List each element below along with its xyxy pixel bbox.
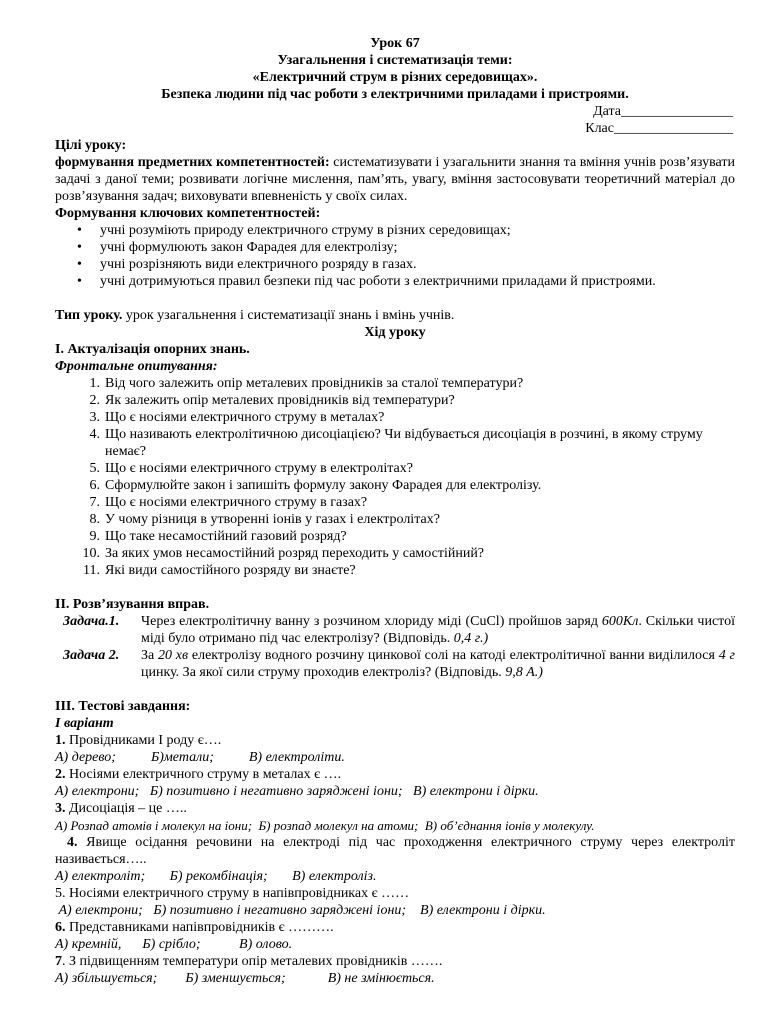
question-text: Як залежить опір металевих провідників від температури?	[105, 393, 455, 408]
question-item	[55, 477, 735, 494]
questions-list	[55, 375, 735, 579]
section-2-heading: II. Розв’язування вправ.	[55, 597, 210, 612]
question-number: 3.	[89, 410, 100, 425]
goal-item: • учні розрізняють види електричного розряду в газах.	[100, 256, 735, 273]
question-number: 5.	[89, 461, 100, 476]
question-item	[55, 545, 735, 562]
test-question: Провідниками I роду є….	[65, 733, 222, 748]
test-question: Дисоціація – це …..	[65, 801, 187, 816]
task-2-body	[141, 647, 735, 681]
test-question: Представниками напівпровідників є ……….	[65, 920, 334, 935]
question-number: 2.	[89, 393, 100, 408]
question-text: За яких умов несамостійний розряд переходить у самостійний?	[105, 546, 485, 561]
lesson-number: Урок 67	[370, 36, 420, 51]
question-number: 9.	[89, 529, 100, 544]
test-item	[55, 953, 735, 970]
course-title: Хід уроку	[364, 325, 426, 340]
test-number: 4.	[67, 835, 78, 850]
question-number: 4.	[89, 427, 100, 442]
task-1-text-a: Через електролітичну ванну з розчином хлориду міді (CuCl) пройшов заряд	[141, 614, 602, 629]
question-item	[55, 528, 735, 545]
question-text: У чому різниця в утворенні іонів у газах і електролітах?	[105, 512, 440, 527]
test-options: А) дерево; Б)метали; В) електроліти.	[55, 750, 345, 765]
test-item	[55, 919, 735, 936]
goals-subject-label: формування предметних компетентностей:	[55, 155, 330, 170]
test-number: 5	[55, 886, 62, 901]
lesson-title-line-1: Узагальнення і систематизація теми:	[277, 53, 513, 68]
goal-item: • учні формулюють закон Фарадея для електролізу;	[100, 239, 735, 256]
lesson-title-line-3: Безпека людини під час роботи з електричними приладами і пристроями.	[161, 87, 629, 102]
question-item	[55, 409, 735, 426]
question-number: 10.	[82, 546, 100, 561]
task-2-time: 20 хв	[158, 648, 189, 663]
test-options: А) збільшується; Б) зменшується; В) не змінюється.	[55, 971, 435, 986]
test-number: 7	[55, 954, 62, 969]
question-number: 8.	[89, 512, 100, 527]
test-options: А) Розпад атомів і молекул на іони; Б) розпад молекул на атоми; В) об’єднання іонів у молекулу.	[55, 818, 595, 833]
class-field: Клас_________________	[585, 121, 733, 136]
test-item	[55, 885, 735, 902]
test-number: 3.	[55, 801, 66, 816]
question-text: Що є носіями електричного струму в електролітах?	[105, 461, 413, 476]
task-1-text-b: . Скільки чистої міді було отримано під час електролізу? (Відповідь.	[141, 614, 736, 646]
question-text: Що називають електролітичною дисоціацією? Чи відбувається дисоціація в розчині, в якому струму немає?	[105, 427, 703, 459]
question-item	[55, 375, 735, 392]
section-3-heading: III. Тестові завдання:	[55, 699, 191, 714]
test-question: Носіями електричного струму в металах є ….	[65, 767, 342, 782]
question-text: Що є носіями електричного струму в газах?	[105, 495, 368, 510]
document-page	[55, 35, 735, 987]
test-item	[55, 834, 735, 868]
task-2-text-c: цинку. За якої сили струму проходив електроліз? (Відповідь.	[141, 665, 506, 680]
task-1-label: Задача.1.	[63, 614, 120, 629]
lesson-type	[55, 307, 735, 324]
goals-subject-paragraph	[55, 154, 735, 205]
task-2-text-a: За	[141, 648, 159, 663]
question-item	[55, 494, 735, 511]
test-number: 1.	[55, 733, 66, 748]
task-2	[55, 647, 735, 681]
variant-heading: I варіант	[55, 716, 114, 731]
question-number: 7.	[89, 495, 100, 510]
survey-heading: Фронтальне опитування:	[55, 359, 218, 374]
question-text: Від чого залежить опір металевих провідників за сталої температури?	[105, 376, 524, 391]
lesson-title-line-2: «Електричний струм в різних середовищах».	[252, 70, 538, 85]
question-item	[55, 511, 735, 528]
task-2-text-b: електролізу водного розчину цинкової солі на катоді електролітичної ванни виділилося	[188, 648, 719, 663]
question-number: 6.	[89, 478, 100, 493]
question-item	[55, 460, 735, 477]
goal-item: • учні розуміють природу електричного струму в різних середовищах;	[100, 222, 735, 239]
goals-key-label: Формування ключових компетентностей:	[55, 206, 321, 221]
task-1-charge: 600Кл	[601, 614, 639, 629]
test-question: . З підвищенням температури опір металевих провідників …….	[62, 954, 443, 969]
task-2-answer: 9,8 А.)	[505, 665, 543, 680]
test-options: А) електроліт; Б) рекомбінація; В) електроліз.	[55, 869, 377, 884]
test-question: Явище осідання речовини на електроді під час проходження електричного струму через електроліт називається…..	[55, 835, 735, 867]
question-number: 11.	[83, 563, 100, 578]
question-text: Сформулюйте закон і запишіть формулу закону Фарадея для електролізу.	[105, 478, 542, 493]
question-text: Які види самостійного розряду ви знаєте?	[105, 563, 356, 578]
question-item	[55, 562, 735, 579]
test-number: 2.	[55, 767, 66, 782]
task-1	[55, 613, 735, 647]
goals-list	[55, 222, 735, 290]
test-item	[55, 800, 735, 817]
date-field: Дата________________	[593, 104, 733, 119]
question-item	[55, 392, 735, 409]
test-number: 6.	[55, 920, 66, 935]
test-options: А) електрони; Б) позитивно і негативно заряджені іони; В) електрони і дірки.	[55, 784, 539, 799]
task-2-label: Задача 2.	[63, 648, 120, 663]
test-options: А) кремній, Б) срібло; В) олово.	[55, 937, 293, 952]
goal-item: • учні дотримуються правил безпеки під час роботи з електричними приладами й пристроями.	[100, 273, 735, 290]
question-item	[55, 426, 735, 460]
section-1-heading: I. Актуалізація опорних знань.	[55, 342, 250, 357]
lesson-type-text: урок узагальнення і систематизації знань і вмінь учнів.	[122, 308, 455, 323]
test-item	[55, 766, 735, 783]
test-item	[55, 732, 735, 749]
question-number: 1.	[89, 376, 100, 391]
goals-subject-text: систематизувати і узагальнити знання та вміння учнів розв’язувати задачі з даної теми; розвивати логічне мислення, пам’ять, увагу, вміння застосовувати теоретичний матеріал до розв’язування задач; виховувати впевненість у своїх силах.	[55, 155, 735, 204]
question-text: Що таке несамостійний газовий розряд?	[105, 529, 347, 544]
test-question: . Носіями електричного струму в напівпровідниках є ……	[62, 886, 410, 901]
task-1-answer: 0,4 г.)	[453, 631, 489, 646]
task-1-body	[141, 613, 735, 647]
question-text: Що є носіями електричного струму в металах?	[105, 410, 385, 425]
goals-title: Цілі уроку:	[55, 138, 127, 153]
task-2-mass: 4 г	[718, 648, 735, 663]
lesson-type-label: Тип уроку.	[55, 308, 123, 323]
test-options: А) електрони; Б) позитивно і негативно заряджені іони; В) електрони і дірки.	[55, 903, 546, 918]
